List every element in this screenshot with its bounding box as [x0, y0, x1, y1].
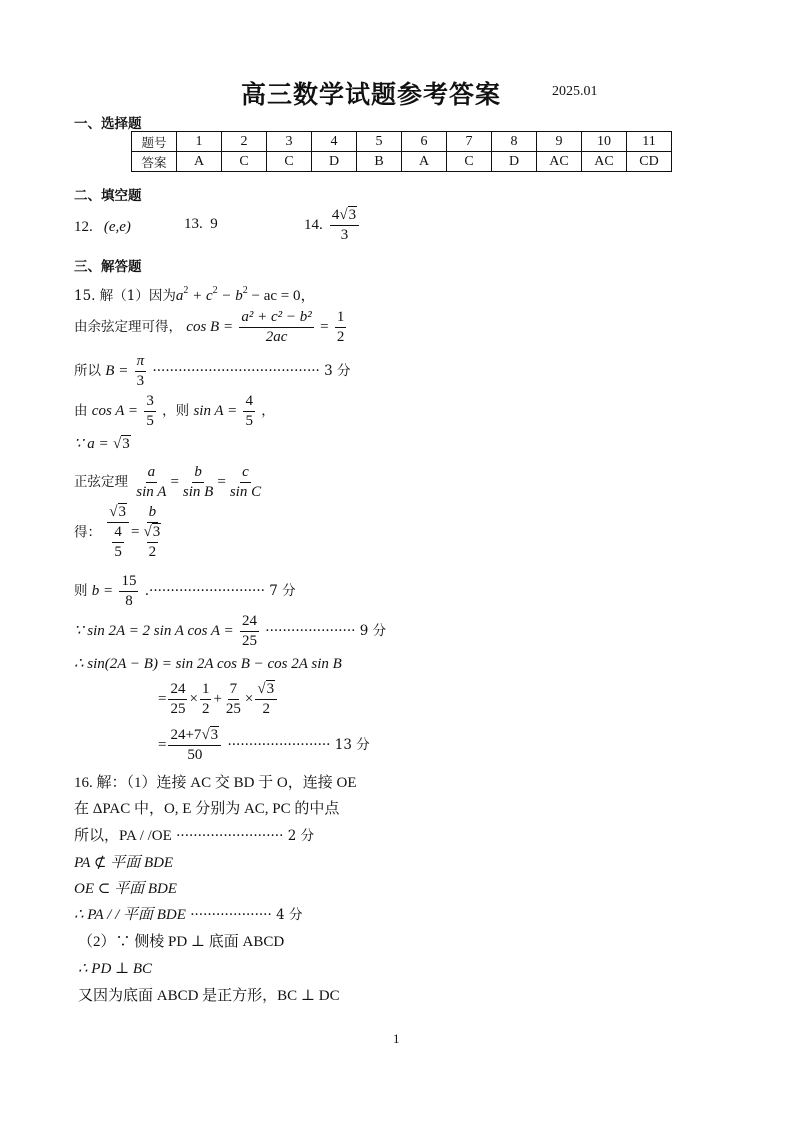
comma: ， [261, 403, 275, 419]
sinA-numerator: 4 [243, 392, 255, 412]
q14-radicand: 3 [348, 207, 357, 223]
frac-r3-2: $\frac{√3}{2}$ [255, 680, 277, 719]
q15-line-11: = $\frac{24}{25}$ × $\frac{1}{2}$ + $\frac{7}{25}$ × $\frac{√3}{2}$ [158, 680, 279, 719]
get-text: 得： [74, 524, 101, 541]
frac-1-2 [200, 680, 212, 719]
pi-over-3 [135, 352, 147, 391]
table-cell: C [447, 152, 492, 172]
a-radicand: 3 [122, 436, 130, 452]
g-b: b [147, 503, 159, 523]
g-radicand-2: 3 [152, 524, 161, 540]
b-over-sinB [181, 463, 215, 502]
table-row-numbers [132, 132, 672, 152]
table-cell: A [402, 152, 447, 172]
sin2A-fraction [240, 612, 259, 651]
q15-line-10: ∴ sin(2A − B) = sin 2A cos B − cos 2A sin B [74, 656, 342, 672]
table-cell: AC [582, 152, 627, 172]
q15-line-3: 所以 B = $\frac{\pi}{3}$ ······································· 3 分 [74, 353, 351, 389]
table-cell: A [177, 152, 222, 172]
cosB-fraction [239, 308, 313, 347]
page-number: 1 [393, 1031, 400, 1046]
score-3: 3 分 [324, 363, 351, 379]
row-label-number: 题号 [132, 132, 177, 152]
q15-line-7: 得： √3 4 5 = b √3 2 [74, 503, 165, 562]
q16-l3-text: 所以，PA / /OE [74, 828, 172, 844]
page-title: 高三数学试题参考答案 [241, 80, 502, 109]
final-denominator: 50 [187, 747, 203, 763]
q15-line-6: 正弦定理 $\frac{a}{\text{sin A}}$ = $\frac{b}{\text{sin B}}$ = $\frac{c}{\text{sin C}}$ [74, 464, 262, 500]
sin2A-denominator: 25 [241, 633, 257, 649]
table-cell: 7 [447, 132, 492, 152]
sl-sinC: sin C [229, 484, 262, 500]
table-cell: 9 [537, 132, 582, 152]
so-B-text: 所以 [74, 363, 101, 379]
q15-line-9: ∵ sin 2A = 2 sin A cos A = $\frac{24}{25}$ ····················· 9 分 [74, 613, 387, 649]
b-numerator: 15 [119, 572, 138, 592]
B-equals: B = [105, 363, 129, 379]
cosB-denominator: 2ac [265, 329, 288, 345]
from-text: 由 [74, 403, 88, 419]
table-cell: B [357, 152, 402, 172]
score-4: 4 分 [276, 907, 303, 923]
sqrt-symbol: √3 [339, 207, 357, 223]
q16-line-2: 在 ΔPAC 中，O, E 分别为 AC, PC 的中点 [74, 801, 340, 817]
score-2: 2 分 [287, 828, 315, 844]
q14-fraction [330, 206, 359, 245]
q12-number: 12. [74, 219, 93, 235]
b-fraction [119, 572, 138, 611]
pi-symbol: π [135, 352, 147, 372]
g-radicand: 3 [118, 504, 127, 520]
score-9: 9 分 [359, 623, 387, 639]
q14-number: 14. [304, 217, 323, 233]
answer-14 [304, 206, 361, 245]
q16-line-1: 16. 解：（1）连接 AC 交 BD 于 O，连接 OE [74, 775, 357, 791]
q15-eq1-tail: − ac = 0， [247, 288, 316, 304]
half-numerator: 1 [335, 308, 347, 328]
table-cell: 8 [492, 132, 537, 152]
q14-coef: 4 [331, 207, 340, 223]
cosA-fraction [144, 392, 156, 431]
sl-sinB: sin B [182, 484, 214, 500]
score-13: 13 分 [334, 737, 370, 753]
sinA-denominator: 5 [245, 413, 253, 429]
half-denominator: 2 [336, 329, 345, 345]
table-cell: D [492, 152, 537, 172]
den-2: 2 [201, 701, 210, 717]
q12-answer: (e,e) [103, 219, 131, 235]
cos-rule-text: 由余弦定理可得， [74, 319, 182, 335]
a-over-sinA [134, 463, 168, 502]
table-cell: 3 [267, 132, 312, 152]
sine-law-text: 正弦定理 [74, 474, 128, 490]
q16-line-8: ∴ PD ⊥ BC [78, 961, 153, 977]
q15-line-2 [74, 308, 348, 347]
frac-24-25 [168, 680, 187, 719]
answer-table [131, 131, 672, 172]
den-25: 25 [170, 701, 186, 717]
final-num-a: 24+7 [170, 727, 202, 743]
q16-line-5: OE ⊂ 平面 BDE [74, 881, 177, 897]
sl-b: b [192, 463, 204, 483]
sinA-fraction [243, 392, 255, 431]
radicand-3: 3 [266, 681, 275, 697]
answer-13: 13. 9 [184, 216, 218, 232]
section-heading-fill: 二、填空题 [74, 188, 142, 204]
row-label-answer: 答案 [132, 152, 177, 172]
den-2b: 2 [262, 701, 270, 717]
q16-line-3: 所以，PA / /OE ························· 2 分 [74, 828, 315, 844]
table-cell: 11 [627, 132, 672, 152]
final-fraction: $\frac{24+7√3}{50}$ [168, 726, 221, 765]
frac-7-25 [224, 680, 243, 719]
sl-sinA: sin A [136, 484, 167, 500]
then-b-text: 则 [74, 583, 88, 599]
table-cell: C [222, 152, 267, 172]
g-5: 5 [114, 544, 122, 560]
table-cell: 6 [402, 132, 447, 152]
table-cell: D [312, 152, 357, 172]
q15-intro: 15. 解（1）因为 [74, 288, 176, 304]
compound-fraction-right: b √3 2 [143, 504, 161, 560]
score-7: 7 分 [269, 583, 296, 599]
q16-line-9: 又因为底面 ABCD 是正方形，BC ⊥ DC [78, 988, 340, 1004]
cosB-label: cos B = [186, 319, 234, 335]
sl-a: a [146, 463, 158, 483]
table-cell: AC [537, 152, 582, 172]
q16-line-4: PA ⊄ 平面 BDE [74, 855, 174, 871]
table-cell: 1 [177, 132, 222, 152]
table-cell: 2 [222, 132, 267, 152]
g-2: 2 [148, 544, 157, 560]
q16-line-6: ∴ PA / / 平面 BDE ··················· 4 分 [74, 907, 303, 923]
q16-l6-text: ∴ PA / / 平面 BDE [74, 907, 186, 923]
final-radicand: 3 [210, 727, 219, 743]
section-heading-solve: 三、解答题 [74, 259, 142, 275]
table-cell: C [267, 152, 312, 172]
half-fraction [335, 308, 347, 347]
q15-line-5 [74, 435, 131, 453]
sin2A-expression: ∵ sin 2A = 2 sin A cos A = [74, 623, 234, 639]
cosB-numerator: a² + c² − b² [239, 308, 313, 328]
b-equals: b = [91, 583, 114, 599]
equals-sign: = [320, 319, 329, 335]
num-24: 24 [168, 680, 187, 700]
table-cell: 4 [312, 132, 357, 152]
section-heading-choice: 一、选择题 [74, 116, 142, 132]
den-25b: 25 [225, 701, 241, 717]
q14-denominator: 3 [340, 227, 349, 243]
sinA-label: sin A = [193, 403, 238, 419]
c-over-sinC [228, 463, 263, 502]
cosA-denominator: 5 [146, 413, 154, 429]
q16-line-7: （2）∵ 侧棱 PD ⊥ 底面 ABCD [78, 934, 285, 950]
b-denominator: 8 [125, 593, 133, 609]
table-cell: CD [627, 152, 672, 172]
answer-12 [74, 216, 131, 236]
table-cell: 10 [582, 132, 627, 152]
date-label: 2025.01 [552, 84, 598, 99]
g-4: 4 [112, 523, 124, 543]
q15-line-8: 则 b = $\frac{15}{8}$ .··························· 7 分 [74, 573, 296, 609]
q15-line-1: 15. 解（1）因为$a^2 + c^2 - b^2$ − ac = 0， [74, 285, 316, 304]
cosA-numerator: 3 [144, 392, 156, 412]
num-7: 7 [228, 680, 240, 700]
compound-fraction-left: √3 4 5 [107, 503, 129, 562]
num-1: 1 [200, 680, 212, 700]
q15-line-4 [74, 392, 275, 431]
q15-line-12: = $\frac{24+7√3}{50}$ ························ 13 分 [158, 727, 370, 763]
because-a: ∵ a = [74, 436, 109, 452]
sqrt-symbol: √3 [112, 436, 130, 452]
pi-denominator: 3 [136, 373, 145, 389]
table-cell: 5 [357, 132, 402, 152]
table-row-answers [132, 152, 672, 172]
cosA-label: cos A = [91, 403, 139, 419]
then-text: ，则 [162, 403, 190, 419]
sin2A-numerator: 24 [240, 612, 259, 632]
sl-c: c [240, 463, 251, 483]
